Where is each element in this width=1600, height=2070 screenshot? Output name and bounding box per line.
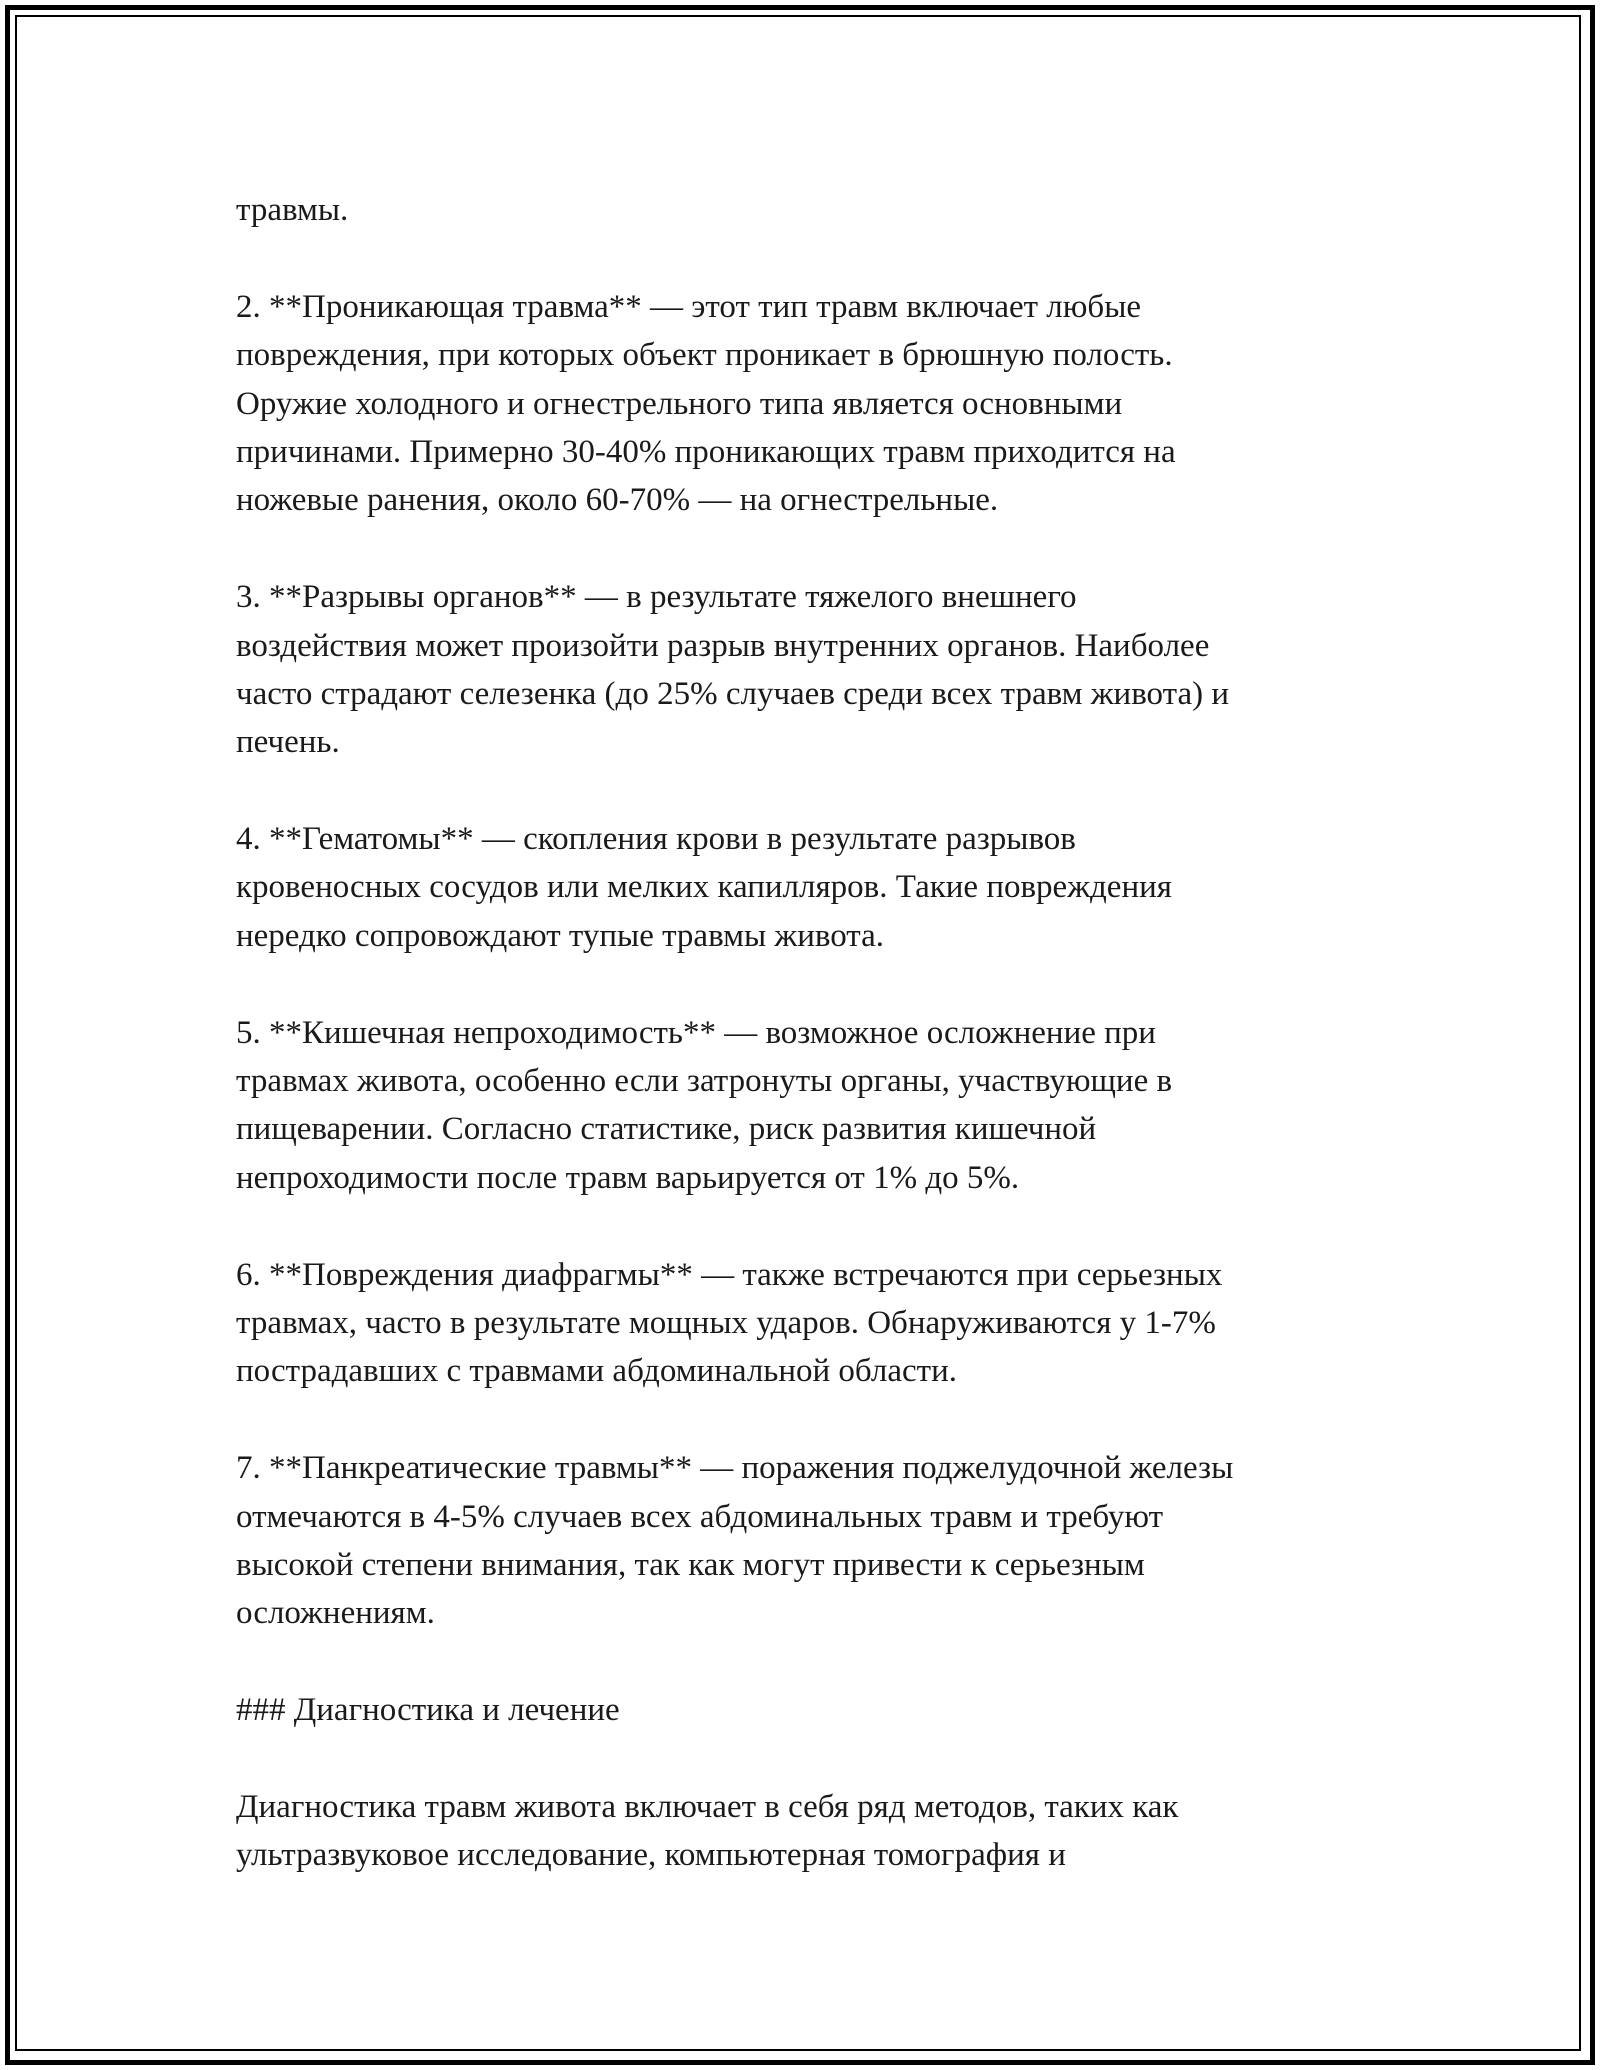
paragraph-gap bbox=[236, 767, 1386, 815]
text-line: непроходимости после травм варьируется от 1% до 5%. bbox=[236, 1159, 1020, 1196]
text-line: 2. **Проникающая травма** — этот тип травм включает любые bbox=[236, 288, 1142, 325]
text-line: пострадавших с травмами абдоминальной области. bbox=[236, 1353, 957, 1390]
text-line: травмах, часто в результате мощных ударов. Обнаруживаются у 1-7% bbox=[236, 1304, 1216, 1341]
paragraph-diagnostics bbox=[236, 1783, 1386, 1880]
text-line: пищеварении. Согласно статистике, риск развития кишечной bbox=[236, 1111, 1097, 1148]
text-line: высокой степени внимания, так как могут привести к серьезным bbox=[236, 1546, 1145, 1583]
paragraph-gap bbox=[236, 1202, 1386, 1250]
paragraph-gap bbox=[236, 1735, 1386, 1783]
text-line: печень. bbox=[236, 724, 340, 761]
text-line: ножевые ранения, около 60-70% — на огнестрельные. bbox=[236, 482, 999, 519]
paragraph-pancreatic-trauma bbox=[236, 1444, 1386, 1638]
text-line: повреждения, при которых объект проникает в брюшную полость. bbox=[236, 337, 1173, 374]
text-line: причинами. Примерно 30-40% проникающих травм приходится на bbox=[236, 433, 1176, 470]
paragraph-gap bbox=[236, 1638, 1386, 1686]
section-heading bbox=[236, 1686, 1386, 1734]
paragraph-gap bbox=[236, 960, 1386, 1008]
paragraph-continuation bbox=[236, 186, 1386, 234]
text-line: 4. **Гематомы** — скопления крови в результате разрывов bbox=[236, 821, 1076, 858]
document-body bbox=[236, 186, 1386, 1880]
text-line: 3. **Разрывы органов** — в результате тяжелого внешнего bbox=[236, 579, 1077, 616]
paragraph-hematomas bbox=[236, 815, 1386, 960]
text-line: травмы. bbox=[236, 192, 349, 228]
text-line: Диагностика травм живота включает в себя ряд методов, таких как bbox=[236, 1788, 1179, 1825]
text-line: 7. **Панкреатические травмы** — поражения поджелудочной железы bbox=[236, 1450, 1234, 1487]
text-line: осложнениям. bbox=[236, 1595, 435, 1632]
text-line: часто страдают селезенка (до 25% случаев среди всех травм живота) и bbox=[236, 675, 1229, 712]
paragraph-gap bbox=[236, 234, 1386, 282]
paragraph-intestinal-obstruction bbox=[236, 1009, 1386, 1203]
paragraph-diaphragm-injuries bbox=[236, 1251, 1386, 1396]
text-line: ультразвуковое исследование, компьютерная томография и bbox=[236, 1837, 1066, 1874]
paragraph-penetrating-trauma bbox=[236, 283, 1386, 525]
paragraph-gap bbox=[236, 1396, 1386, 1444]
text-line: 5. **Кишечная непроходимость** — возможное осложнение при bbox=[236, 1014, 1156, 1051]
text-line: воздействия может произойти разрыв внутренних органов. Наиболее bbox=[236, 627, 1210, 664]
text-line: Оружие холодного и огнестрельного типа является основными bbox=[236, 385, 1123, 422]
paragraph-gap bbox=[236, 525, 1386, 573]
paragraph-organ-ruptures bbox=[236, 573, 1386, 767]
text-line: отмечаются в 4-5% случаев всех абдоминальных травм и требуют bbox=[236, 1498, 1164, 1535]
text-line: травмах живота, особенно если затронуты органы, участвующие в bbox=[236, 1063, 1173, 1100]
text-line: нередко сопровождают тупые травмы живота. bbox=[236, 917, 884, 954]
heading-text: ### Диагностика и лечение bbox=[236, 1692, 620, 1729]
text-line: 6. **Повреждения диафрагмы** — также встречаются при серьезных bbox=[236, 1256, 1223, 1293]
text-line: кровеносных сосудов или мелких капилляров. Такие повреждения bbox=[236, 869, 1172, 906]
